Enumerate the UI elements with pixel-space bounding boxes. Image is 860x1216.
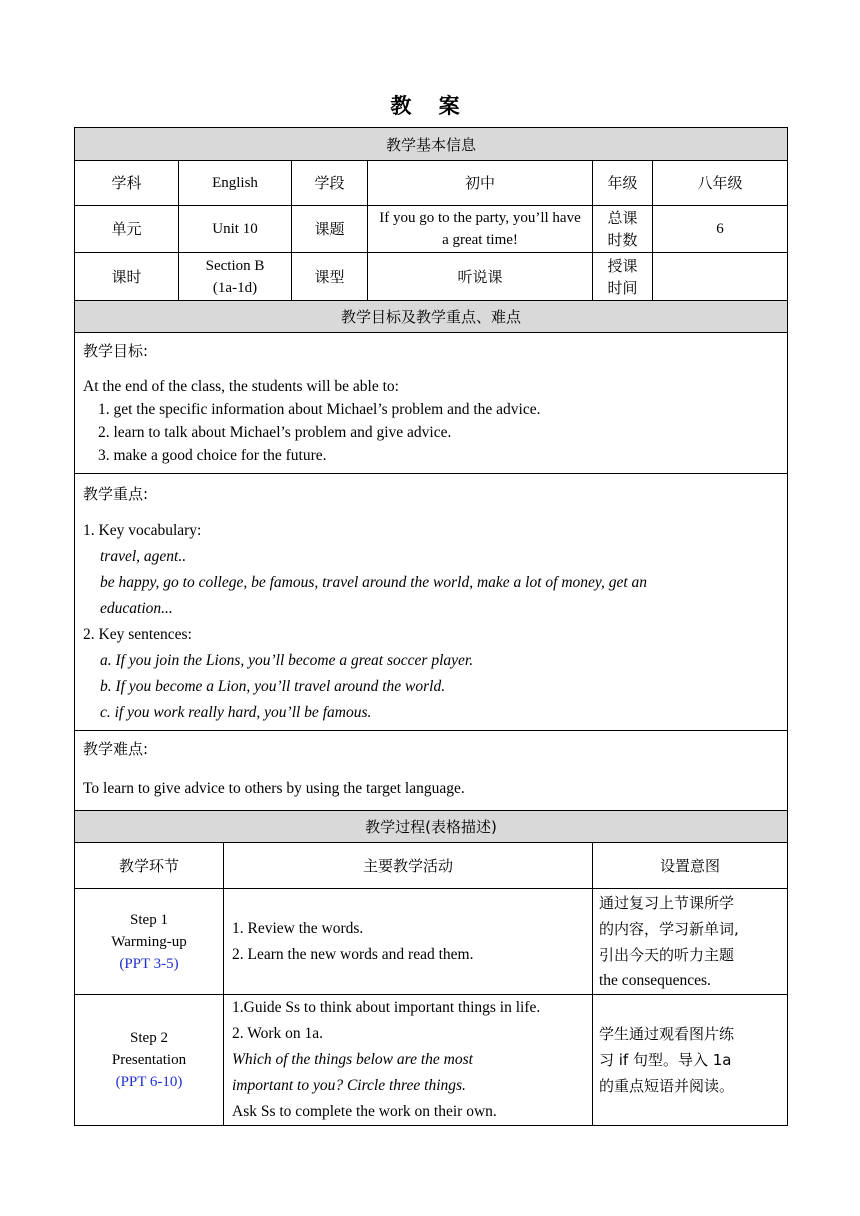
teaching-time-label-line1: 授课: [607, 256, 638, 275]
goals-section: [75, 333, 788, 474]
purpose-line: 的内容，学习新单词,: [599, 919, 739, 938]
purpose-line: 通过复习上节课所学: [599, 893, 735, 912]
total-hours-label-line1: 总课: [607, 209, 638, 227]
lesson-type-label: 课型: [292, 253, 368, 301]
total-hours-value: 6: [653, 206, 788, 253]
activity-line: 2. Learn the new words and read them.: [232, 945, 474, 963]
stage-value: 初中: [368, 161, 593, 206]
unit-label: 单元: [75, 206, 179, 253]
key-sentences-title: 2. Key sentences:: [83, 626, 192, 643]
key-vocab-title: 1. Key vocabulary:: [83, 522, 202, 539]
process-header: 教学过程(表格描述): [75, 811, 788, 843]
activity-line: 1.Guide Ss to think about important things in life.: [232, 999, 541, 1016]
topic-value: If you go to the party, you’ll have a great time!: [368, 206, 593, 253]
period-value-line1: Section B: [205, 257, 265, 274]
purpose-line: 习 if 句型。导入 1a: [599, 1051, 732, 1069]
basic-info-header: 教学基本信息: [75, 128, 788, 161]
goal-item: 3. make a good choice for the future.: [98, 447, 327, 464]
goals-label: 教学目标:: [83, 342, 149, 360]
period-label: 课时: [75, 253, 179, 301]
objectives-header: 教学目标及教学重点、难点: [75, 301, 788, 333]
period-value: [179, 253, 292, 301]
step-cell: [75, 995, 224, 1126]
step-number: Step 1: [130, 911, 168, 928]
goals-intro: At the end of the class, the students will be able to:: [83, 378, 399, 395]
teaching-time-label: [593, 253, 653, 301]
lesson-type-value: 听说课: [368, 253, 593, 301]
purpose-cell: [593, 995, 788, 1126]
topic-label: 课题: [292, 206, 368, 253]
subject-value: English: [179, 161, 292, 206]
goal-item: 2. learn to talk about Michael’s problem and give advice.: [98, 424, 452, 441]
grade-value: 八年级: [653, 161, 788, 206]
key-sentence-item: c. if you work really hard, you’ll be famous.: [100, 704, 372, 721]
purpose-line: 引出今天的听力主题: [599, 945, 735, 964]
goal-item: 1. get the specific information about Michael’s problem and the advice.: [98, 401, 541, 418]
subject-label: 学科: [75, 161, 179, 206]
key-points-label: 教学重点:: [83, 485, 149, 503]
grade-label: 年级: [593, 161, 653, 206]
total-hours-label-line2: 时数: [607, 231, 638, 249]
key-vocab-item: travel, agent..: [100, 548, 187, 565]
activity-line: 1. Review the words.: [232, 919, 364, 937]
key-points-section: [75, 474, 788, 731]
purpose-line: the consequences.: [599, 971, 711, 989]
activity-line: Which of the things below are the most: [232, 1051, 473, 1068]
key-sentence-item: a. If you join the Lions, you’ll become a great soccer player.: [100, 652, 474, 669]
total-hours-label: [593, 206, 653, 253]
stage-label: 学段: [292, 161, 368, 206]
purpose-cell: [593, 889, 788, 995]
step-ppt-ref: (PPT 6-10): [115, 1074, 183, 1090]
purpose-line: 的重点短语并阅读。: [599, 1077, 735, 1095]
key-vocab-item: be happy, go to college, be famous, travel around the world, make a lot of money, get an: [100, 574, 648, 591]
activity-cell: [224, 889, 593, 995]
step-number: Step 2: [130, 1030, 168, 1046]
col-header-activity: 主要教学活动: [224, 843, 593, 889]
purpose-line: 学生通过观看图片练: [599, 1025, 735, 1043]
teaching-time-label-line2: 时间: [607, 278, 638, 297]
difficult-points-section: [75, 731, 788, 811]
activity-cell: [224, 995, 593, 1126]
difficult-points-text: To learn to give advice to others by using the target language.: [83, 780, 465, 797]
difficult-points-label: 教学难点:: [83, 740, 149, 758]
step-cell: [75, 889, 224, 995]
period-value-line2: (1a-1d): [212, 279, 258, 296]
col-header-step: 教学环节: [75, 843, 224, 889]
step-ppt-ref: (PPT 3-5): [119, 955, 179, 972]
key-vocab-item: education...: [100, 600, 173, 617]
teaching-time-value: [653, 253, 788, 301]
col-header-purpose: 设置意图: [593, 843, 788, 889]
activity-line: Ask Ss to complete the work on their own.: [232, 1103, 497, 1120]
key-sentence-item: b. If you become a Lion, you’ll travel around the world.: [100, 678, 446, 695]
unit-value: Unit 10: [179, 206, 292, 253]
step-name: Warming-up: [111, 933, 187, 950]
document-title: 教 案: [390, 94, 470, 118]
activity-line: 2. Work on 1a.: [232, 1025, 324, 1042]
lesson-plan-table: [74, 127, 788, 1126]
activity-line: important to you? Circle three things.: [232, 1077, 466, 1094]
step-name: Presentation: [111, 1052, 187, 1068]
